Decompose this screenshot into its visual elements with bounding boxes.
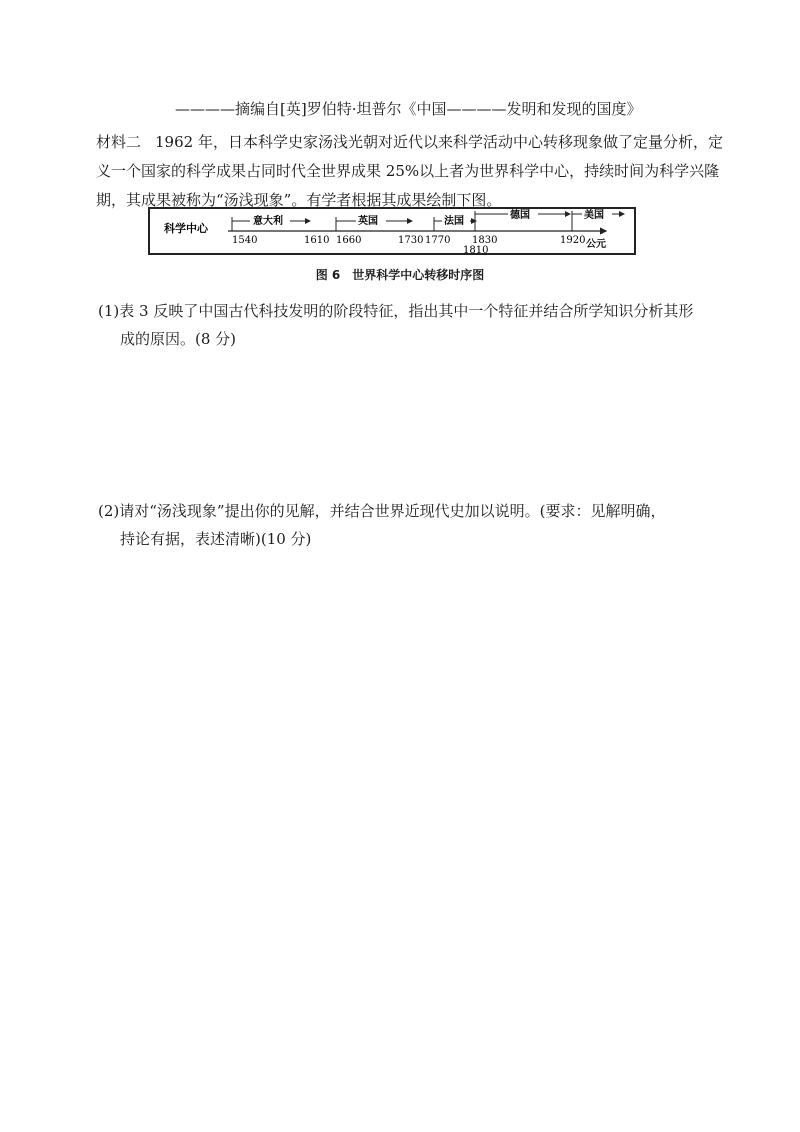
question-2-line1: (2)请对“汤浅现象”提出你的见解，并结合世界近现代史加以说明。(要求：见解明确，: [98, 502, 666, 520]
period-usa-label: 美国: [584, 210, 604, 221]
source-citation: ————摘编自[英]罗伯特·坦普尔《中国————发明和发现的国度》: [175, 100, 642, 118]
material-text: 1962 年，日本科学史家汤浅光朝对近代以来科学活动中心转移现象做了定量分析，定义一个国家的科学成果占同时代全世界成果 25%以上者为世界科学中心，持续时间为科学兴隆期，其成果被称为“汤浅现象”。有学者根据其成果绘制下图。: [96, 133, 723, 209]
tick-label: 1770: [425, 235, 451, 246]
tick-label: 1810: [463, 245, 489, 253]
question-2-line2: 持论有据，表述清晰)(10 分): [120, 530, 312, 548]
timeline-figure: [148, 207, 636, 255]
material-two: [96, 128, 736, 215]
tick-label: 1610: [304, 235, 330, 246]
question-2: [98, 497, 738, 553]
period-uk-label: 英国: [358, 216, 378, 227]
period-germany-label: 德国: [510, 210, 530, 221]
period-italy-label: 意大利: [253, 216, 283, 227]
tick-label: 1920: [560, 235, 586, 246]
timeline-row-label: 科学中心: [164, 222, 208, 235]
question-1-line1: (1)表 3 反映了中国古代科技发明的阶段特征，指出其中一个特征并结合所学知识分析其形: [98, 302, 694, 320]
figure-caption: 图 6 世界科学中心转移时序图: [315, 268, 485, 282]
tick-label: 1660: [336, 235, 362, 246]
question-1-line2: 成的原因。(8 分): [120, 330, 237, 348]
tick-label: 1540: [232, 235, 258, 246]
timeline-svg: [150, 209, 634, 253]
tick-label: 1830: [472, 235, 498, 246]
period-france-label: 法国: [444, 216, 464, 227]
tick-label: 1730: [398, 235, 424, 246]
axis-unit-label: 公元: [586, 239, 606, 250]
question-1: [98, 297, 738, 353]
material-label: 材料二: [96, 133, 142, 151]
